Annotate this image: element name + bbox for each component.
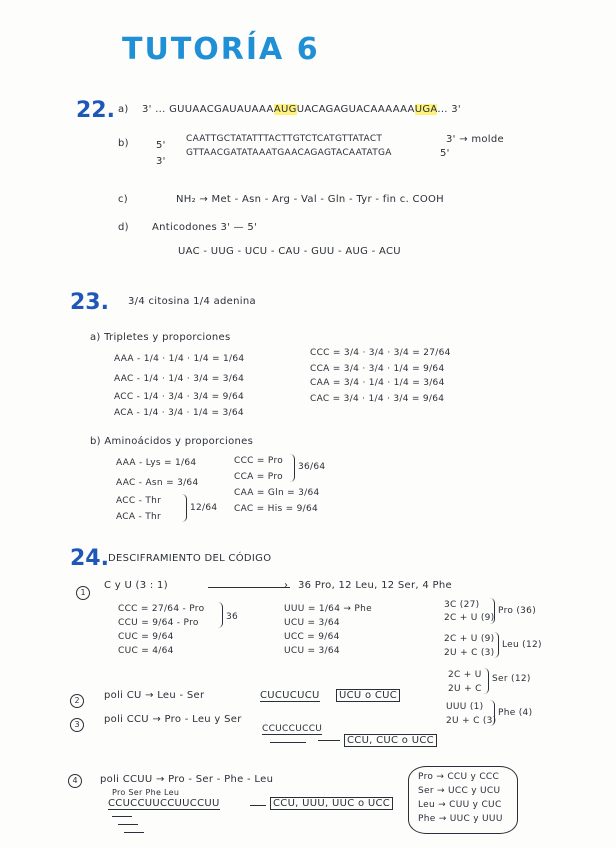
item-3-answer-box: CCU, CUC o UCC [344, 734, 437, 747]
underline-mark [118, 824, 138, 825]
s22-b-3prime: 3' [156, 156, 166, 167]
summary-line: Ser → UCC y UCU [418, 786, 501, 796]
summary-line: Leu → CUU y CUC [418, 800, 502, 810]
combo-row: 2U + C (3) [446, 716, 497, 726]
item-3-number: 3 [70, 718, 84, 732]
item-1-text: C y U (3 : 1) [104, 580, 168, 591]
aminoacid-row: CCC = Pro [234, 456, 284, 466]
page-title: TUTORÍA 6 [122, 32, 320, 67]
item-3-text: poli CCU → Pro - Leu y Ser [104, 714, 242, 725]
triplet-row: ACC - 1/4 · 3/4 · 3/4 = 9/64 [114, 392, 245, 402]
codon-row: UUU = 1/64 → Phe [284, 604, 372, 614]
aminoacid-row: CCA = Pro [234, 472, 283, 482]
dna-strand-1: CAATTGCTATATTTACTTGTCTCATGTTATACT [186, 134, 383, 144]
combo-row: 2U + C [448, 684, 482, 694]
brace [290, 454, 295, 482]
s22-a-sequence [142, 104, 461, 115]
dna-strand-2-end: 5' [440, 148, 450, 159]
s22-a-seq-mid: UACAGAGUACAAAAAA [296, 104, 415, 115]
arrow-line [208, 587, 290, 588]
brace [490, 700, 495, 726]
item-3-sequence: CCUCCUCCU [262, 724, 323, 734]
s22-a-seq-end: ... 3' [437, 104, 461, 115]
item-1-marker [76, 580, 90, 600]
s22-d-label: d) [118, 222, 129, 233]
s22-b-5prime: 5' [156, 140, 166, 151]
item-4-answer-box: CCU, UUU, UUC o UCC [270, 797, 393, 810]
s23-intro: 3/4 citosina 1/4 adenina [128, 296, 256, 307]
combo-label: Pro (36) [498, 606, 537, 616]
item-3-marker [70, 712, 84, 732]
underline-mark [112, 816, 132, 817]
triplet-row: AAA - 1/4 · 1/4 · 1/4 = 1/64 [114, 354, 245, 364]
item-4-marker [68, 768, 82, 788]
s24-heading: DESCIFRAMIENTO DEL CÓDIGO [108, 553, 272, 564]
brace-value: 36 [226, 612, 239, 622]
protein-sequence: NH₂ → Met - Asn - Arg - Val - Gln - Tyr - fin c. COOH [176, 194, 444, 205]
item-2-text: poli CU → Leu - Ser [104, 690, 205, 701]
aminoacid-row: CAA = Gln = 3/64 [234, 488, 320, 498]
brace [218, 602, 223, 628]
arrow-line [250, 805, 266, 806]
triplet-row: CAC = 3/4 · 1/4 · 3/4 = 9/64 [310, 394, 445, 404]
combo-row: 2C + U (9) [444, 613, 495, 623]
codon-row: CUC = 4/64 [118, 646, 174, 656]
triplet-row: CCA = 3/4 · 3/4 · 1/4 = 9/64 [310, 364, 445, 374]
anticodons-heading: Anticodones 3' — 5' [152, 222, 258, 233]
aminoacid-row: ACA - Thr [116, 512, 162, 522]
item-2-answer-box: UCU o CUC [336, 689, 400, 702]
summary-line: Pro → CCU y CCC [418, 772, 500, 782]
underline-mark [270, 742, 306, 743]
codon-row: UCC = 9/64 [284, 632, 340, 642]
combo-label: Ser (12) [492, 674, 531, 684]
item-1-arrow: › [284, 580, 289, 591]
codon-row: CCC = 27/64 - Pro [118, 604, 205, 614]
section-24-number: 24. [70, 546, 109, 571]
item-2-marker [70, 688, 84, 708]
s23-a-heading: a) Tripletes y proporciones [90, 332, 231, 343]
s22-a-seq-start: 3' ... GUUAACGAUAUAAA [142, 104, 274, 115]
combo-row: 2C + U (9) [444, 634, 495, 644]
brace [490, 598, 495, 624]
item-1-number: 1 [76, 586, 90, 600]
combo-label: Phe (4) [498, 708, 533, 718]
summary-line: Phe → UUC y UUU [418, 814, 503, 824]
s22-c-label: c) [118, 194, 128, 205]
item-1-result: 36 Pro, 12 Leu, 12 Ser, 4 Phe [298, 580, 452, 591]
brace-value: 36/64 [298, 462, 326, 472]
brace [182, 494, 187, 522]
combo-row: UUU (1) [446, 702, 484, 712]
triplet-row: CAA = 3/4 · 1/4 · 1/4 = 3/64 [310, 378, 445, 388]
aminoacid-row: AAA - Lys = 1/64 [116, 458, 197, 468]
s22-b-label: b) [118, 138, 129, 149]
triplet-row: AAC - 1/4 · 1/4 · 3/4 = 3/64 [114, 374, 245, 384]
codon-row: CUC = 9/64 [118, 632, 174, 642]
combo-row: 2C + U [448, 670, 482, 680]
item-4-number: 4 [68, 774, 82, 788]
anticodons-list: UAC - UUG - UCU - CAU - GUU - AUG - ACU [178, 246, 401, 257]
start-codon-highlight: AUG [273, 104, 297, 115]
item-4-text: poli CCUU → Pro - Ser - Phe - Leu [100, 774, 274, 785]
aminoacid-row: ACC - Thr [116, 496, 162, 506]
triplet-row: ACA - 1/4 · 3/4 · 1/4 = 3/64 [114, 408, 244, 418]
item-2-sequence: CUCUCUCU [260, 690, 320, 701]
brace-value: 12/64 [190, 503, 218, 513]
brace [494, 632, 499, 658]
codon-row: CCU = 9/64 - Pro [118, 618, 199, 628]
triplet-row: CCC = 3/4 · 3/4 · 3/4 = 27/64 [310, 348, 451, 358]
codon-row: UCU = 3/64 [284, 646, 340, 656]
stop-codon-highlight: UGA [414, 104, 438, 115]
brace [484, 668, 489, 694]
arrow-line [318, 740, 340, 741]
s23-b-heading: b) Aminoácidos y proporciones [90, 436, 254, 447]
aminoacid-row: AAC - Asn = 3/64 [116, 478, 199, 488]
item-4-sequence: CCUCCUUCCUUCCUU [108, 798, 220, 809]
dna-strand-1-end: 3' → molde [446, 134, 504, 145]
underline-mark [124, 832, 144, 833]
dna-strand-2: GTTAACGATATAAATGAACAGAGTACAATATGA [186, 148, 392, 158]
item-4-aa-labels: Pro Ser Phe Leu [112, 788, 180, 797]
section-22-number: 22. [76, 98, 115, 123]
section-23-number: 23. [70, 290, 109, 315]
combo-row: 3C (27) [444, 600, 480, 610]
combo-label: Leu (12) [502, 640, 542, 650]
s22-a-label: a) [118, 104, 129, 115]
codon-row: UCU = 3/64 [284, 618, 340, 628]
aminoacid-row: CAC = His = 9/64 [234, 504, 319, 514]
item-2-number: 2 [70, 694, 84, 708]
combo-row: 2U + C (3) [444, 648, 495, 658]
